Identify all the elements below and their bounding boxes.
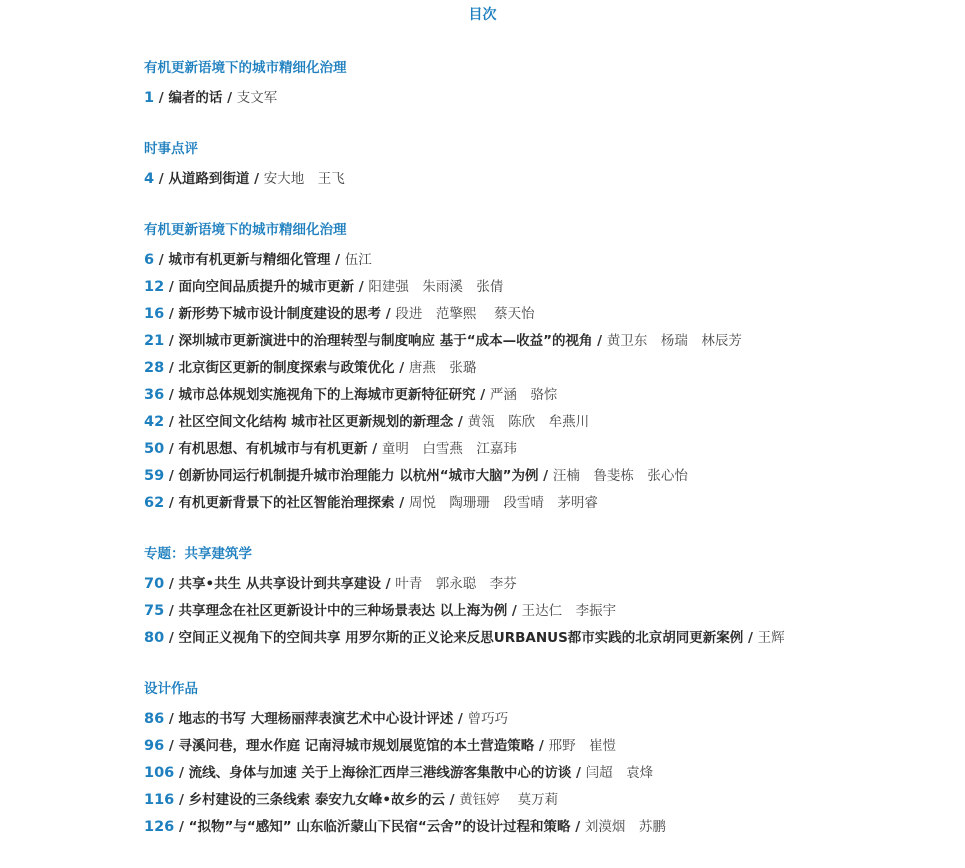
section-title: 设计作品 xyxy=(144,681,198,697)
toc-section xyxy=(144,679,824,841)
separator: / xyxy=(507,603,522,619)
article-title[interactable]: 城市有机更新与精细化管理 xyxy=(168,252,331,268)
separator: / xyxy=(249,171,264,187)
separator: / xyxy=(154,171,169,187)
separator: / xyxy=(743,630,758,646)
article-authors: 严涵 骆悰 xyxy=(489,387,558,403)
toc-entry[interactable] xyxy=(144,274,824,301)
article-authors: 童明 白雪燕 江嘉玮 xyxy=(381,441,517,457)
page-number: 16 xyxy=(144,306,165,322)
article-authors: 黄瓴 陈欣 牟燕川 xyxy=(467,414,590,430)
separator: / xyxy=(164,603,179,619)
article-title[interactable]: 从道路到街道 xyxy=(168,171,250,187)
separator: / xyxy=(164,306,179,322)
page-number: 21 xyxy=(144,333,165,349)
separator: / xyxy=(154,90,169,106)
toc-entry[interactable] xyxy=(144,382,824,409)
toc-section xyxy=(144,544,824,652)
page-number: 59 xyxy=(144,468,165,484)
toc-section xyxy=(144,139,824,193)
article-title[interactable]: 共享理念在社区更新设计中的三种场景表达 以上海为例 xyxy=(178,603,508,619)
article-title[interactable]: 地志的书写 大理杨丽萍表演艺术中心设计评述 xyxy=(178,711,454,727)
article-title[interactable]: 面向空间品质提升的城市更新 xyxy=(178,279,355,295)
separator: / xyxy=(174,765,189,781)
section-title: 有机更新语境下的城市精细化治理 xyxy=(144,222,347,238)
page-number: 80 xyxy=(144,630,165,646)
separator: / xyxy=(164,630,179,646)
separator: / xyxy=(571,765,586,781)
toc-entry[interactable] xyxy=(144,760,824,787)
article-authors: 闫超 袁烽 xyxy=(585,765,654,781)
toc-entry[interactable] xyxy=(144,85,824,112)
article-title[interactable]: 有机更新背景下的社区智能治理探索 xyxy=(178,495,395,511)
separator: / xyxy=(154,252,169,268)
separator: / xyxy=(570,819,585,835)
section-title: 有机更新语境下的城市精细化治理 xyxy=(144,60,347,76)
section-title: 专题：共享建筑学 xyxy=(144,546,252,562)
toc-entry[interactable] xyxy=(144,301,824,328)
article-title[interactable]: 新形势下城市设计制度建设的思考 xyxy=(178,306,382,322)
page-number: 42 xyxy=(144,414,165,430)
separator: / xyxy=(222,90,237,106)
toc-entry[interactable] xyxy=(144,409,824,436)
article-title[interactable]: 共享•共生 从共享设计到共享建设 xyxy=(178,576,381,592)
separator: / xyxy=(453,414,468,430)
separator: / xyxy=(330,252,345,268)
article-authors: 唐燕 张璐 xyxy=(408,360,477,376)
article-title[interactable]: 城市总体规划实施视角下的上海城市更新特征研究 xyxy=(178,387,476,403)
toc-entry[interactable] xyxy=(144,463,824,490)
article-title[interactable]: 社区空间文化结构 城市社区更新规划的新理念 xyxy=(178,414,454,430)
toc-entry[interactable] xyxy=(144,490,824,517)
separator: / xyxy=(174,792,189,808)
article-title[interactable]: 流线、身体与加速 关于上海徐汇西岸三港线游客集散中心的访谈 xyxy=(188,765,572,781)
separator: / xyxy=(164,711,179,727)
separator: / xyxy=(164,495,179,511)
toc-entry[interactable] xyxy=(144,355,824,382)
article-authors: 王辉 xyxy=(757,630,785,646)
separator: / xyxy=(174,819,189,835)
separator: / xyxy=(538,468,553,484)
toc-entry[interactable] xyxy=(144,436,824,463)
page-number: 116 xyxy=(144,792,175,808)
toc-entry[interactable] xyxy=(144,247,824,274)
separator: / xyxy=(394,360,409,376)
page-number: 1 xyxy=(144,90,155,106)
toc-entry[interactable] xyxy=(144,598,824,625)
separator: / xyxy=(394,495,409,511)
separator: / xyxy=(354,279,369,295)
article-title[interactable]: 乡村建设的三条线索 泰安九女峰•故乡的云 xyxy=(188,792,445,808)
toc-entry[interactable] xyxy=(144,166,824,193)
separator: / xyxy=(164,333,179,349)
article-authors: 王达仁 李振宇 xyxy=(521,603,617,619)
separator: / xyxy=(164,414,179,430)
toc-entry[interactable] xyxy=(144,571,824,598)
article-authors: 黄卫东 杨瑞 林辰芳 xyxy=(606,333,742,349)
separator: / xyxy=(164,360,179,376)
separator: / xyxy=(164,279,179,295)
toc-entry[interactable] xyxy=(144,787,824,814)
article-title[interactable]: 北京街区更新的制度探索与政策优化 xyxy=(178,360,395,376)
article-authors: 周悦 陶珊珊 段雪晴 茅明睿 xyxy=(408,495,598,511)
separator: / xyxy=(164,441,179,457)
separator: / xyxy=(534,738,549,754)
separator: / xyxy=(453,711,468,727)
page-number: 4 xyxy=(144,171,155,187)
toc-entry[interactable] xyxy=(144,625,824,652)
page-number: 70 xyxy=(144,576,165,592)
toc-entry[interactable] xyxy=(144,706,824,733)
page-number: 106 xyxy=(144,765,175,781)
page-number: 62 xyxy=(144,495,165,511)
article-authors: 阳建强 朱雨溪 张倩 xyxy=(368,279,504,295)
toc-section xyxy=(144,220,824,517)
page-number: 36 xyxy=(144,387,165,403)
article-authors: 邢野 崔愷 xyxy=(548,738,617,754)
table-of-contents xyxy=(144,58,824,868)
toc-entry[interactable] xyxy=(144,814,824,841)
section-title: 时事点评 xyxy=(144,141,198,157)
separator: / xyxy=(164,387,179,403)
page-number: 50 xyxy=(144,441,165,457)
article-title[interactable]: 空间正义视角下的空间共享 用罗尔斯的正义论来反思URBANUS都市实践的北京胡同更新案例 xyxy=(178,630,744,646)
page-number: 75 xyxy=(144,603,165,619)
article-authors: 汪楠 鲁斐栋 张心怡 xyxy=(552,468,688,484)
separator: / xyxy=(164,576,179,592)
toc-section xyxy=(144,58,824,112)
article-authors: 伍江 xyxy=(344,252,372,268)
article-authors: 刘漠烟 苏鹏 xyxy=(584,819,666,835)
article-authors: 安大地 王飞 xyxy=(263,171,345,187)
toc-entry[interactable] xyxy=(144,733,824,760)
page-number: 6 xyxy=(144,252,155,268)
article-title[interactable]: “拟物”与“感知” 山东临沂蒙山下民宿“云舍”的设计过程和策略 xyxy=(188,819,571,835)
separator: / xyxy=(380,576,396,592)
separator: / xyxy=(367,441,382,457)
article-authors: 支文军 xyxy=(236,90,278,106)
article-title[interactable]: 深圳城市更新演进中的治理转型与制度响应 基于“成本—收益”的视角 xyxy=(178,333,593,349)
page-number: 28 xyxy=(144,360,165,376)
separator: / xyxy=(475,387,490,403)
page-number: 86 xyxy=(144,711,165,727)
article-authors: 叶青 郭永聪 李芬 xyxy=(395,576,517,592)
article-title[interactable]: 编者的话 xyxy=(168,90,223,106)
article-authors: 曾巧巧 xyxy=(467,711,509,727)
article-title[interactable]: 寻溪问巷，理水作庭 记南浔城市规划展览馆的本土营造策略 xyxy=(178,738,535,754)
page-number: 12 xyxy=(144,279,165,295)
article-title[interactable]: 创新协同运行机制提升城市治理能力 以杭州“城市大脑”为例 xyxy=(178,468,539,484)
separator: / xyxy=(444,792,460,808)
article-title[interactable]: 有机思想、有机城市与有机更新 xyxy=(178,441,368,457)
page-number: 126 xyxy=(144,819,175,835)
toc-entry[interactable] xyxy=(144,328,824,355)
separator: / xyxy=(381,306,396,322)
separator: / xyxy=(164,738,179,754)
separator: / xyxy=(592,333,607,349)
page-number: 96 xyxy=(144,738,165,754)
separator: / xyxy=(164,468,179,484)
article-authors: 黄钰婷 莫万莉 xyxy=(459,792,559,808)
page-title: 目次 xyxy=(468,7,497,23)
article-authors: 段进 范擎熙 蔡天怡 xyxy=(395,306,535,322)
